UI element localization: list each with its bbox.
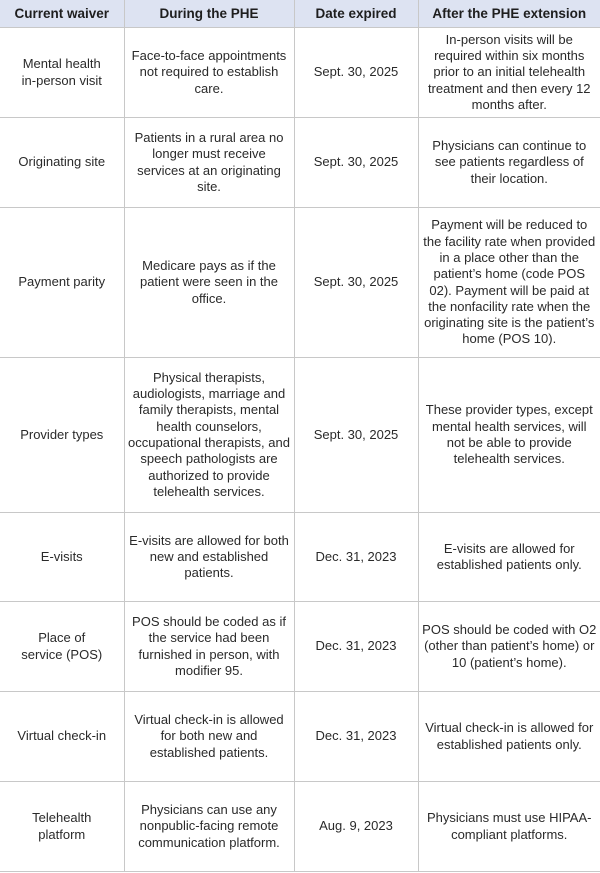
after-cell: Physicians can continue to see patients regardless of their location. bbox=[418, 118, 600, 208]
expired-cell: Dec. 31, 2023 bbox=[294, 602, 418, 692]
expired-cell: Aug. 9, 2023 bbox=[294, 782, 418, 872]
table-row bbox=[0, 513, 600, 602]
header-after-phe: After the PHE extension bbox=[418, 0, 600, 28]
waiver-cell: Place of service (POS) bbox=[0, 602, 124, 692]
header-date-expired: Date expired bbox=[294, 0, 418, 28]
expired-cell: Dec. 31, 2023 bbox=[294, 513, 418, 602]
during-cell: Physicians can use any nonpublic-facing remote communication platform. bbox=[124, 782, 294, 872]
after-cell: Virtual check-in is allowed for established patients only. bbox=[418, 692, 600, 782]
waiver-cell: Virtual check-in bbox=[0, 692, 124, 782]
waiver-cell: Payment parity bbox=[0, 208, 124, 358]
during-cell: Virtual check-in is allowed for both new and established patients. bbox=[124, 692, 294, 782]
table-row bbox=[0, 28, 600, 118]
table-row bbox=[0, 358, 600, 513]
expired-cell: Dec. 31, 2023 bbox=[294, 692, 418, 782]
table-row bbox=[0, 782, 600, 872]
after-cell: These provider types, except mental health services, will not be able to provide telehealth services. bbox=[418, 358, 600, 513]
header-during-phe: During the PHE bbox=[124, 0, 294, 28]
during-cell: Patients in a rural area no longer must receive services at an originating site. bbox=[124, 118, 294, 208]
expired-cell: Sept. 30, 2025 bbox=[294, 358, 418, 513]
header-current-waiver: Current waiver bbox=[0, 0, 124, 28]
after-cell: In-person visits will be required within six months prior to an initial telehealth treatment and then every 12 months after. bbox=[418, 28, 600, 118]
after-cell: Payment will be reduced to the facility rate when provided in a place other than the patient’s home (code POS 02). Payment will be paid at the nonfacility rate when the originating site is the patient’s home (POS 10). bbox=[418, 208, 600, 358]
table-row bbox=[0, 692, 600, 782]
during-cell: POS should be coded as if the service had been furnished in person, with modifier 95. bbox=[124, 602, 294, 692]
waiver-cell: Mental health in-person visit bbox=[0, 28, 124, 118]
table-row bbox=[0, 118, 600, 208]
expired-cell: Sept. 30, 2025 bbox=[294, 28, 418, 118]
after-cell: Physicians must use HIPAA-compliant platforms. bbox=[418, 782, 600, 872]
during-cell: Medicare pays as if the patient were seen in the office. bbox=[124, 208, 294, 358]
waiver-cell: Originating site bbox=[0, 118, 124, 208]
expired-cell: Sept. 30, 2025 bbox=[294, 208, 418, 358]
during-cell: Physical therapists, audiologists, marriage and family therapists, mental health counselors, occupational therapists, and speech pathologists are authorized to provide telehealth services. bbox=[124, 358, 294, 513]
waiver-cell: Telehealth platform bbox=[0, 782, 124, 872]
during-cell: E-visits are allowed for both new and established patients. bbox=[124, 513, 294, 602]
table-row bbox=[0, 208, 600, 358]
waiver-cell: Provider types bbox=[0, 358, 124, 513]
expired-cell: Sept. 30, 2025 bbox=[294, 118, 418, 208]
waiver-cell: E-visits bbox=[0, 513, 124, 602]
table-row bbox=[0, 602, 600, 692]
after-cell: E-visits are allowed for established patients only. bbox=[418, 513, 600, 602]
header-row bbox=[0, 0, 600, 28]
during-cell: Face-to-face appointments not required to establish care. bbox=[124, 28, 294, 118]
after-cell: POS should be coded with O2 (other than patient’s home) or 10 (patient’s home). bbox=[418, 602, 600, 692]
